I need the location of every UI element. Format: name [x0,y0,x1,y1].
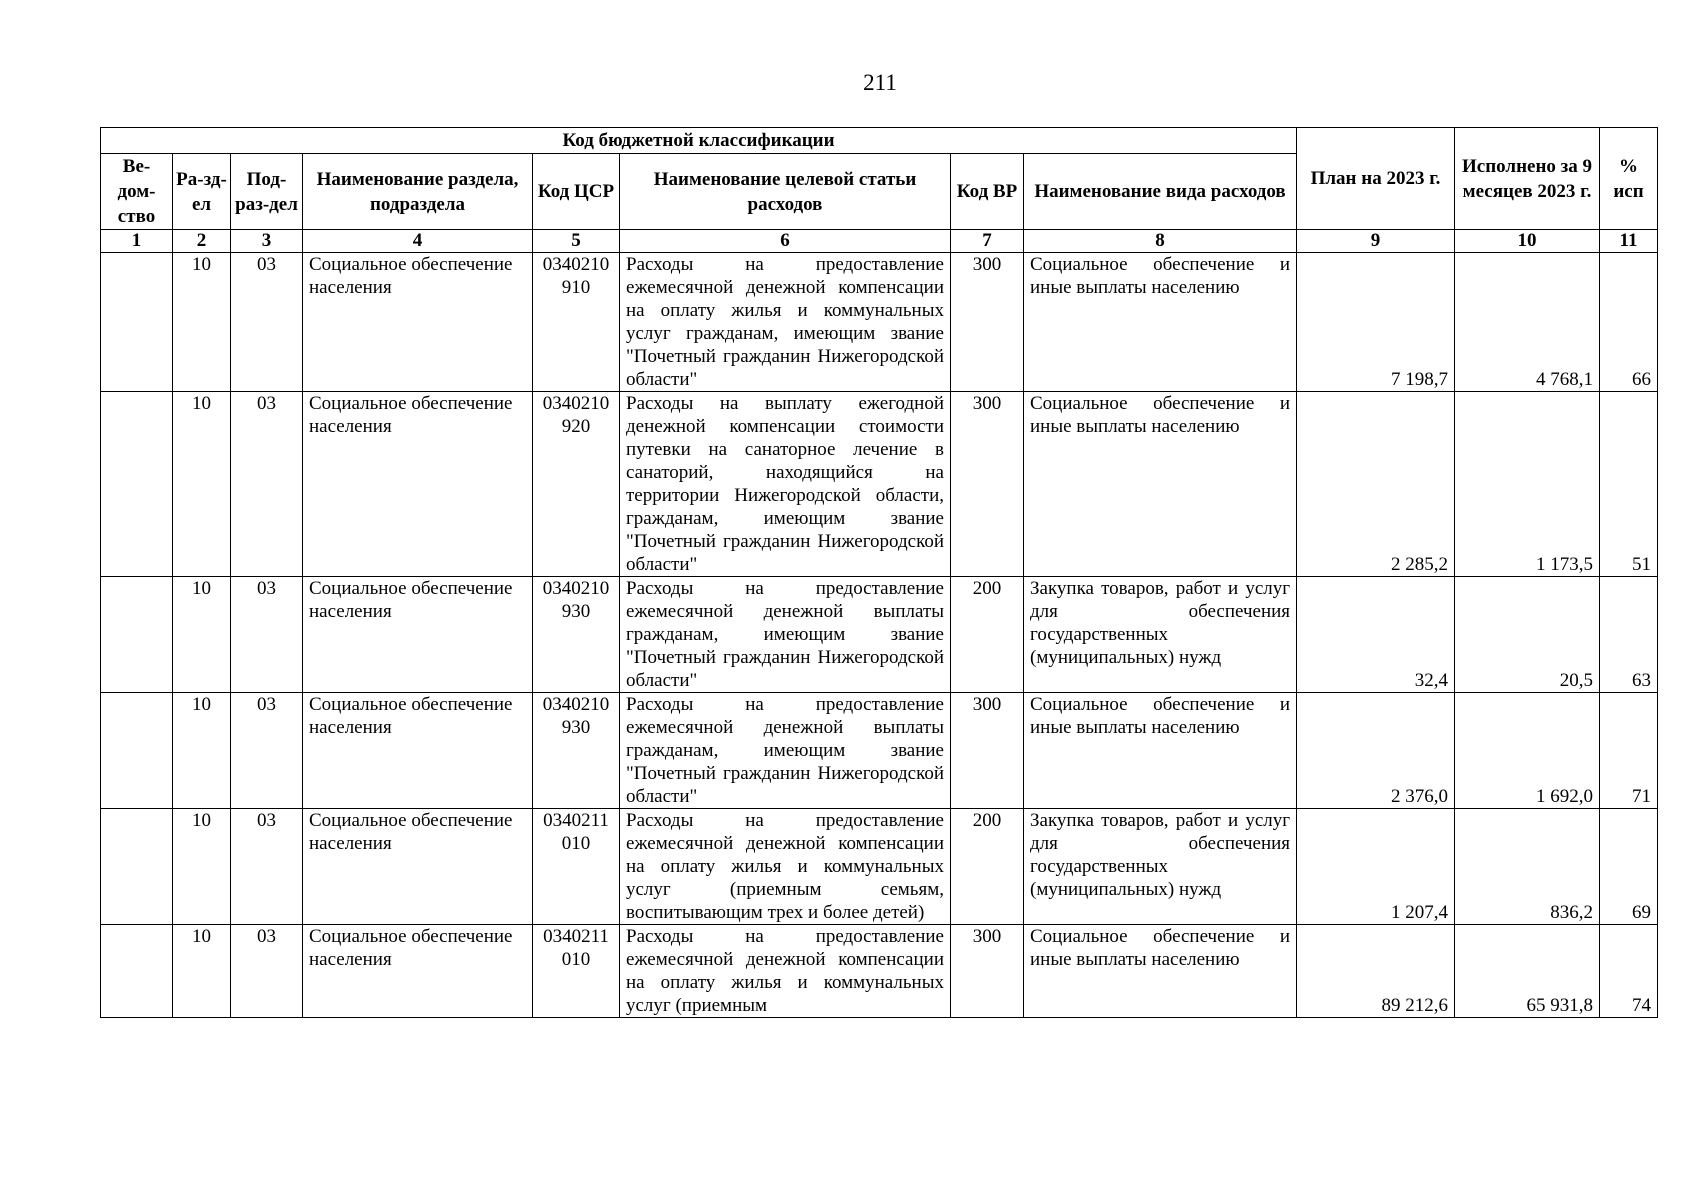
cell-percent: 71 [1600,693,1658,809]
cell-target-name: Расходы на выплату ежегодной денежной компенсации стоимости путевки на санаторное лечение в санаторий, находящийся на территории Нижегородской области, гражданам, имеющим звание "Почетный гражданин Нижегородской области" [620,392,951,577]
table-row [101,693,1658,809]
column-number: 7 [951,230,1024,253]
column-number: 11 [1600,230,1658,253]
cell-vr: 200 [951,809,1024,925]
header-razdel: Ра-зд-ел [173,154,231,230]
cell-plan: 32,4 [1297,577,1455,693]
cell-percent: 66 [1600,253,1658,392]
cell-vedomstvo [101,693,173,809]
cell-vr-name: Закупка товаров, работ и услуг для обеспечения государственных (муниципальных) нужд [1024,809,1297,925]
cell-podrazdel: 03 [231,925,303,1018]
cell-percent: 63 [1600,577,1658,693]
column-number: 1 [101,230,173,253]
cell-csr: 0340210920 [533,392,620,577]
cell-percent: 74 [1600,925,1658,1018]
column-number: 3 [231,230,303,253]
cell-plan: 7 198,7 [1297,253,1455,392]
cell-target-name: Расходы на предоставление ежемесячной денежной компенсации на оплату жилья и коммунальных услуг (приемным [620,925,951,1018]
cell-executed: 836,2 [1455,809,1600,925]
cell-target-name: Расходы на предоставление ежемесячной денежной компенсации на оплату жилья и коммунальных услуг гражданам, имеющим звание "Почетный гражданин Нижегородской области" [620,253,951,392]
cell-podrazdel: 03 [231,253,303,392]
cell-target-name: Расходы на предоставление ежемесячной денежной выплаты гражданам, имеющим звание "Почетный гражданин Нижегородской области" [620,577,951,693]
cell-csr: 0340210910 [533,253,620,392]
table-row [101,577,1658,693]
header-vr-name: Наименование вида расходов [1024,154,1297,230]
cell-vr: 300 [951,253,1024,392]
page-number: 211 [863,70,897,95]
cell-target-name: Расходы на предоставление ежемесячной денежной компенсации на оплату жилья и коммунальных услуг (приемным семьям, воспитывающим трех и более детей) [620,809,951,925]
column-number: 4 [303,230,533,253]
column-number: 8 [1024,230,1297,253]
cell-csr: 0340211010 [533,809,620,925]
cell-vedomstvo [101,925,173,1018]
column-number: 6 [620,230,951,253]
cell-vr: 300 [951,925,1024,1018]
cell-target-name: Расходы на предоставление ежемесячной денежной выплаты гражданам, имеющим звание "Почетный гражданин Нижегородской области" [620,693,951,809]
cell-podrazdel: 03 [231,577,303,693]
header-razdel-name: Наименование раздела, подраздела [303,154,533,230]
cell-razdel-name: Социальное обеспечение населения [303,693,533,809]
cell-plan: 1 207,4 [1297,809,1455,925]
cell-razdel: 10 [173,809,231,925]
header-plan: План на 2023 г. [1297,128,1455,230]
cell-vedomstvo [101,809,173,925]
cell-podrazdel: 03 [231,809,303,925]
cell-razdel: 10 [173,392,231,577]
header-percent: % исп [1600,128,1658,230]
header-vr: Код ВР [951,154,1024,230]
cell-razdel-name: Социальное обеспечение населения [303,253,533,392]
table-row [101,253,1658,392]
header-group-row [101,128,1658,154]
cell-razdel: 10 [173,253,231,392]
header-executed: Исполнено за 9 месяцев 2023 г. [1455,128,1600,230]
cell-plan: 89 212,6 [1297,925,1455,1018]
cell-podrazdel: 03 [231,693,303,809]
cell-vr-name: Социальное обеспечение и иные выплаты населению [1024,253,1297,392]
cell-vr-name: Социальное обеспечение и иные выплаты населению [1024,392,1297,577]
header-podrazdel: Под-раз-дел [231,154,303,230]
cell-executed: 4 768,1 [1455,253,1600,392]
column-number-row [101,230,1658,253]
cell-razdel-name: Социальное обеспечение населения [303,577,533,693]
cell-vedomstvo [101,392,173,577]
cell-vr-name: Социальное обеспечение и иные выплаты населению [1024,693,1297,809]
cell-razdel: 10 [173,925,231,1018]
budget-table [100,127,1658,1018]
header-csr: Код ЦСР [533,154,620,230]
cell-executed: 1 692,0 [1455,693,1600,809]
table-row [101,925,1658,1018]
cell-vr-name: Социальное обеспечение и иные выплаты населению [1024,925,1297,1018]
cell-executed: 20,5 [1455,577,1600,693]
cell-percent: 51 [1600,392,1658,577]
column-number: 5 [533,230,620,253]
cell-vr-name: Закупка товаров, работ и услуг для обеспечения государственных (муниципальных) нужд [1024,577,1297,693]
table-row [101,809,1658,925]
cell-vedomstvo [101,253,173,392]
header-vedomstvo: Ве-дом-ство [101,154,173,230]
cell-executed: 1 173,5 [1455,392,1600,577]
table-body [101,253,1658,1018]
cell-razdel-name: Социальное обеспечение населения [303,392,533,577]
cell-csr: 0340210930 [533,577,620,693]
cell-razdel-name: Социальное обеспечение населения [303,809,533,925]
cell-vr: 300 [951,693,1024,809]
cell-csr: 0340211010 [533,925,620,1018]
cell-executed: 65 931,8 [1455,925,1600,1018]
cell-vr: 200 [951,577,1024,693]
column-number: 2 [173,230,231,253]
budget-code-group-header: Код бюджетной классификации [101,128,1297,154]
cell-razdel: 10 [173,577,231,693]
header-target-name: Наименование целевой статьи расходов [620,154,951,230]
cell-vr: 300 [951,392,1024,577]
cell-razdel: 10 [173,693,231,809]
column-number: 10 [1455,230,1600,253]
table-row [101,392,1658,577]
column-number: 9 [1297,230,1455,253]
cell-csr: 0340210930 [533,693,620,809]
cell-percent: 69 [1600,809,1658,925]
cell-razdel-name: Социальное обеспечение населения [303,925,533,1018]
cell-vedomstvo [101,577,173,693]
cell-podrazdel: 03 [231,392,303,577]
cell-plan: 2 285,2 [1297,392,1455,577]
table-header [101,128,1658,253]
cell-plan: 2 376,0 [1297,693,1455,809]
